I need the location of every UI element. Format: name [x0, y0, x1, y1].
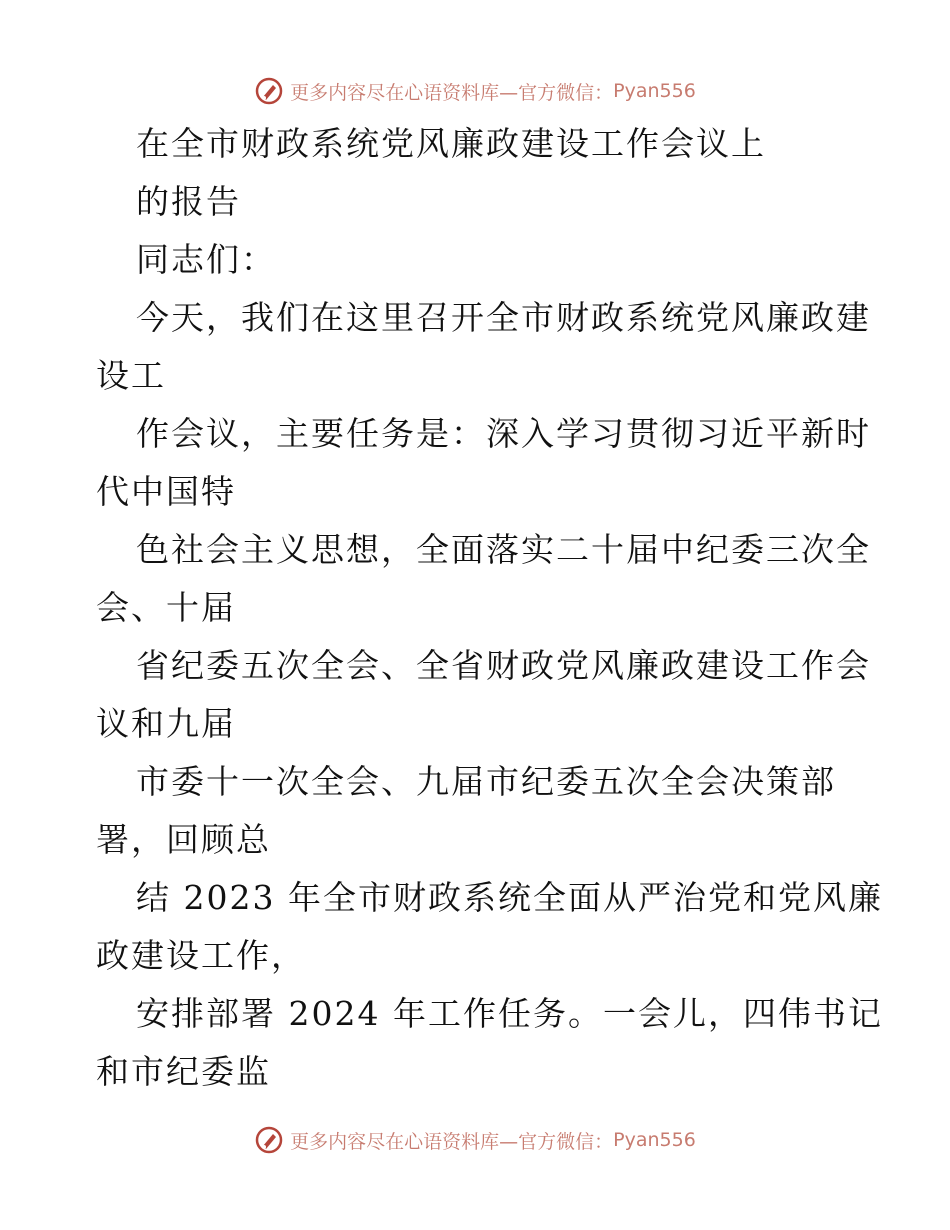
footer-watermark	[0, 1120, 950, 1160]
watermark-text: 更多内容尽在心语资料库—官方微信：	[290, 81, 614, 104]
paragraph-line: 署，回顾总	[96, 820, 271, 859]
paragraph-line: 议和九届	[96, 704, 236, 743]
paragraph-line: 政建设工作，	[96, 936, 306, 975]
document-body	[96, 115, 883, 1101]
salutation: 同志们：	[136, 240, 276, 279]
pen-logo-icon	[254, 1125, 284, 1155]
paragraph-line: 市委十一次全会、九届市纪委五次全会决策部	[136, 762, 836, 801]
watermark-wechat-id: Pyan556	[613, 80, 696, 102]
paragraph-line: 代中国特	[96, 472, 236, 511]
watermark-text: 更多内容尽在心语资料库—官方微信：	[290, 1130, 614, 1153]
paragraph-line: 今天，我们在这里召开全市财政系统党风廉政建	[136, 298, 871, 337]
paragraph-line: 安排部署 2024 年工作任务。一会儿，四伟书记	[136, 994, 883, 1033]
paragraph-line: 色社会主义思想，全面落实二十届中纪委三次全	[136, 530, 871, 569]
header-watermark	[0, 71, 950, 111]
paragraph-line: 会、十届	[96, 588, 236, 627]
paragraph-line: 设工	[96, 356, 166, 395]
watermark-wechat-id: Pyan556	[613, 1129, 696, 1151]
pen-logo-icon	[254, 76, 284, 106]
paragraph-line: 结 2023 年全市财政系统全面从严治党和党风廉	[136, 878, 883, 917]
paragraph-line: 省纪委五次全会、全省财政党风廉政建设工作会	[136, 646, 871, 685]
paragraph-line: 作会议，主要任务是：深入学习贯彻习近平新时	[136, 414, 871, 453]
document-title-line-1: 在全市财政系统党风廉政建设工作会议上	[136, 124, 766, 163]
paragraph-line: 和市纪委监	[96, 1052, 271, 1091]
document-title-line-2: 的报告	[136, 182, 241, 221]
